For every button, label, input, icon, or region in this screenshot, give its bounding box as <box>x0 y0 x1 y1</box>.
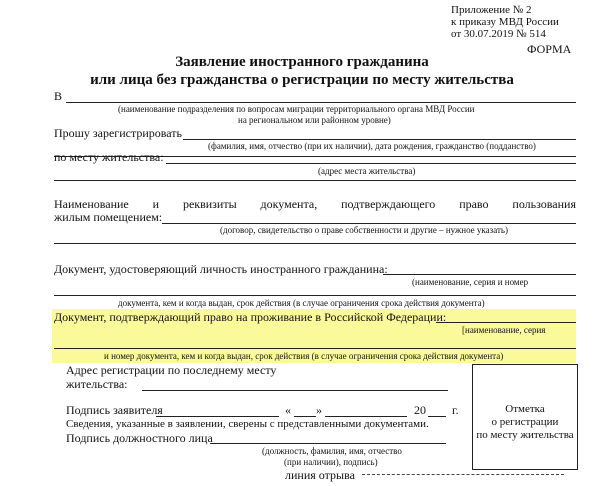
res-permit-hint-2: и номер документа, кем и когда выдан, срок действия (в случае ограничения срока действия документа) <box>104 351 504 361</box>
housing-word: пользования <box>512 197 576 211</box>
applicant-name-hint: (фамилия, имя, отчество (при их наличии), дата рождения, гражданство (подданство) <box>208 141 536 151</box>
res-permit-label: Документ, подтверждающий право на проживание в Российской Федерации: <box>54 310 447 324</box>
date-day-field[interactable] <box>294 416 316 417</box>
housing-word: документа, <box>260 197 318 211</box>
stamp-box-line-1: Отметка <box>505 403 545 415</box>
order-reference: к приказу МВД России <box>451 16 559 28</box>
housing-doc-label-2: жилым помещением: <box>54 210 163 224</box>
form-label: ФОРМА <box>527 42 572 56</box>
date-close-quote: » <box>316 403 322 417</box>
official-signature-label: Подпись должностного лица <box>66 431 213 445</box>
prev-address-label-2: жительства: <box>66 377 128 391</box>
residence-address-hint: (адрес места жительства) <box>318 166 416 176</box>
applicant-name-field[interactable] <box>183 139 576 140</box>
to-prefix: В <box>54 89 63 103</box>
authority-hint-1: (наименование подразделения по вопросам миграции территориального органа МВД России <box>118 104 475 114</box>
id-doc-field-cont[interactable] <box>54 295 576 296</box>
official-hint-2: (при наличии), подпись) <box>284 457 378 467</box>
housing-doc-field-cont[interactable] <box>54 243 576 244</box>
authority-field[interactable] <box>66 102 576 103</box>
housing-doc-field[interactable] <box>162 223 576 224</box>
housing-word: и <box>152 197 160 211</box>
order-date: от 30.07.2019 № 514 <box>451 28 546 40</box>
id-doc-hint-1: (наименование, серия и номер <box>412 277 529 287</box>
stamp-box-line-2: о регистрации <box>491 416 559 428</box>
id-doc-field[interactable] <box>383 274 576 275</box>
res-permit-field[interactable] <box>436 322 576 323</box>
housing-word: реквизиты <box>182 197 237 211</box>
form-title-line-2: или лица без гражданства о регистрации по месту жительства <box>90 72 514 88</box>
housing-word: подтверждающего <box>341 197 436 211</box>
stamp-box-line-3: по месту жительства <box>476 429 574 441</box>
official-hint-1: (должность, фамилия, имя, отчество <box>262 446 402 456</box>
res-permit-field-cont[interactable] <box>54 348 576 349</box>
year-suffix: г. <box>452 403 459 417</box>
id-doc-hint-2: документа, кем и когда выдан, срок действия (в случае ограничения срока действия документа) <box>118 298 485 308</box>
form-title-line-1: Заявление иностранного гражданина <box>175 54 429 70</box>
housing-doc-label <box>54 197 576 211</box>
date-open-quote: « <box>285 403 291 417</box>
authority-hint-2: на региональном или районном уровне) <box>238 115 391 125</box>
applicant-signature-field[interactable] <box>156 416 279 417</box>
tear-line-label: линия отрыва <box>285 468 355 482</box>
official-signature-field[interactable] <box>210 443 446 444</box>
residence-address-field[interactable] <box>166 163 576 164</box>
appendix-number: Приложение № 2 <box>451 4 532 16</box>
tear-line <box>362 474 564 475</box>
date-year-field[interactable] <box>428 416 446 417</box>
verified-statement: Сведения, указанные в заявлении, сверены с представленными документами. <box>66 418 429 430</box>
year-prefix: 20 <box>414 403 426 417</box>
id-doc-label: Документ, удостоверяющий личность иностранного гражданина: <box>54 262 388 276</box>
applicant-signature-label: Подпись заявителя <box>66 403 163 417</box>
register-label: Прошу зарегистрировать <box>54 126 183 140</box>
housing-word: Наименование <box>54 197 129 211</box>
prev-address-label-1: Адрес регистрации по последнему месту <box>66 363 277 377</box>
housing-word: право <box>459 197 489 211</box>
residence-label: по месту жительства: <box>54 150 164 164</box>
residence-address-field-cont[interactable] <box>54 180 576 181</box>
res-permit-hint-1: [наименование, серия <box>462 325 546 335</box>
housing-doc-hint: (договор, свидетельство о праве собственности и другие – нужное указать) <box>220 225 508 235</box>
date-month-field[interactable] <box>325 416 407 417</box>
prev-address-field[interactable] <box>142 390 448 391</box>
